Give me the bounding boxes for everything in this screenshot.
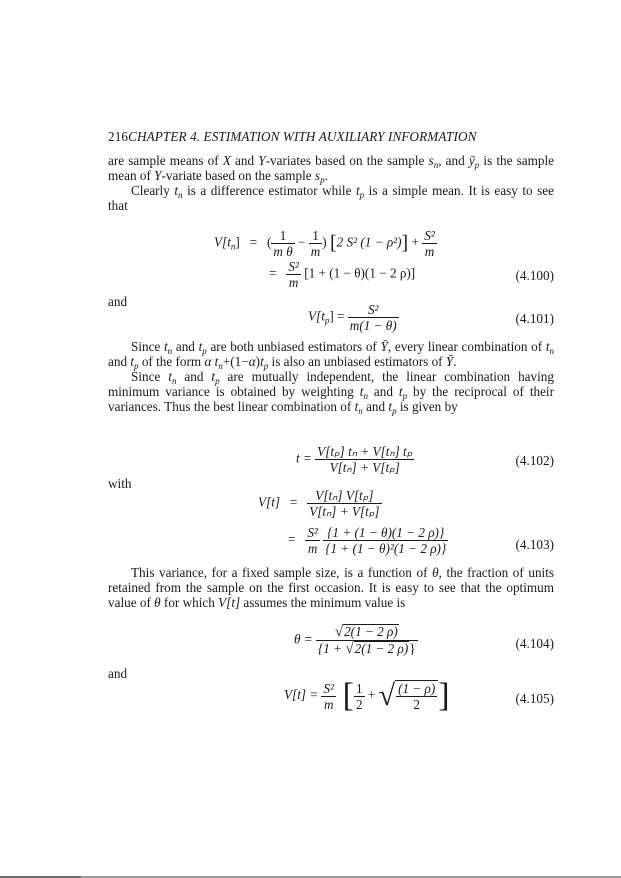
- equation-4-101: $V[t_p]$ = $\frac{\text{S²}}{m(1 - \theta)}$: [308, 302, 397, 333]
- paragraph-1: are sample means of X and Y-variates based on the sample $s_n$, and $ȳ_p$ is the sample mean of Y-variate based on the sample $s_p$. Clearly $t_n$ is a difference estimator while $t_p$ is a simple mean. It is easy to see that: [108, 153, 555, 213]
- paragraph-2: Clearly $t_n$ is a difference estimator while $t_p$ is a simple mean. It is easy to see that: [108, 183, 554, 213]
- paragraph-3: Since $t_n$ and $t_p$ are both unbiased estimators of Ȳ, every linear combination of $t_n$ and $t_p$ of the form α $t_n+(1-\alpha)t_p$ is also an unbiased estimators of Ȳ. Since $t_n$ and $t_p$ are mutually independent, the linear combination having minimum variance is obtained by weighting $t_n$ and $t_p$ by the reciprocal of their variances. Thus the best linear combination of $t_n$ and $t_p$ is given by: [108, 339, 554, 416]
- equation-number-4-101: (4.101): [515, 311, 554, 326]
- equation-number-4-103: (4.103): [515, 537, 554, 552]
- equation-4-100-row2: = $\frac{\text{S²}}{m}$ [1 + (1 − θ)(1 − 2 ρ)]: [269, 259, 416, 290]
- text-and-2: and: [108, 666, 128, 681]
- equation-4-103-row2: = $\frac{\text{S²}}{m}$ $\frac{\{1 + (1 - \theta)(1 - 2 \rho)\}}{\text{\{1 + (1 − θ)²(1 − 2 ρ)\}}}$: [288, 525, 447, 556]
- page-number: 216: [108, 129, 129, 144]
- paragraph-4: Since $t_n$ and $t_p$ are mutually independent, the linear combination having minimum variance is obtained by weighting $t_n$ and $t_p$ by the reciprocal of their variances. Thus the best linear combination of $t_n$ and $t_p$ is given by: [108, 369, 554, 416]
- equation-4-103-row1: V[t] = $\frac{\text{V[tₙ] V[tₚ]}}{\text{V[tₙ] + V[tₚ]}}$: [258, 488, 380, 519]
- text-with: with: [108, 476, 132, 491]
- equation-number-4-100: (4.100): [515, 268, 554, 283]
- equation-number-4-105: (4.105): [515, 691, 554, 706]
- equation-4-104: θ = $\frac{√2(1 - 2 \rho)}{\{1 + √2(1 - 2 \rho)\}}$: [294, 624, 416, 657]
- running-header: [108, 129, 554, 145]
- chapter-title: CHAPTER 4. ESTIMATION WITH AUXILIARY INFORMATION: [128, 129, 477, 144]
- equation-number-4-104: (4.104): [515, 636, 554, 651]
- equation-number-4-102: (4.102): [515, 453, 554, 468]
- text-and-1: and: [108, 294, 128, 309]
- paragraph-5: This variance, for a fixed sample size, is a function of θ, the fraction of units retained from the sample on the first occasion. It is easy to see that the optimum value of θ for which V[t] assumes the minimum value is: [108, 565, 554, 610]
- equation-4-100-row1: $V[t_n]$ = ( $\frac{1}{\text{m θ}}$ − $\frac{1}{m}$ ) [2 S² (1 − ρ²)] + $\frac{\text{S²}}{m}$: [214, 228, 435, 259]
- equation-4-102: t = $\frac{\text{V[tₚ] tₙ + V[tₙ] tₚ}}{\text{V[tₙ] + V[tₚ]}}$: [296, 444, 413, 475]
- equation-4-105: V[t] = $\frac{\text{S²}}{m}$ [ $\frac{1}{2}$ + √ $\frac{(1 - \rho)}{2}$ ]: [284, 677, 450, 714]
